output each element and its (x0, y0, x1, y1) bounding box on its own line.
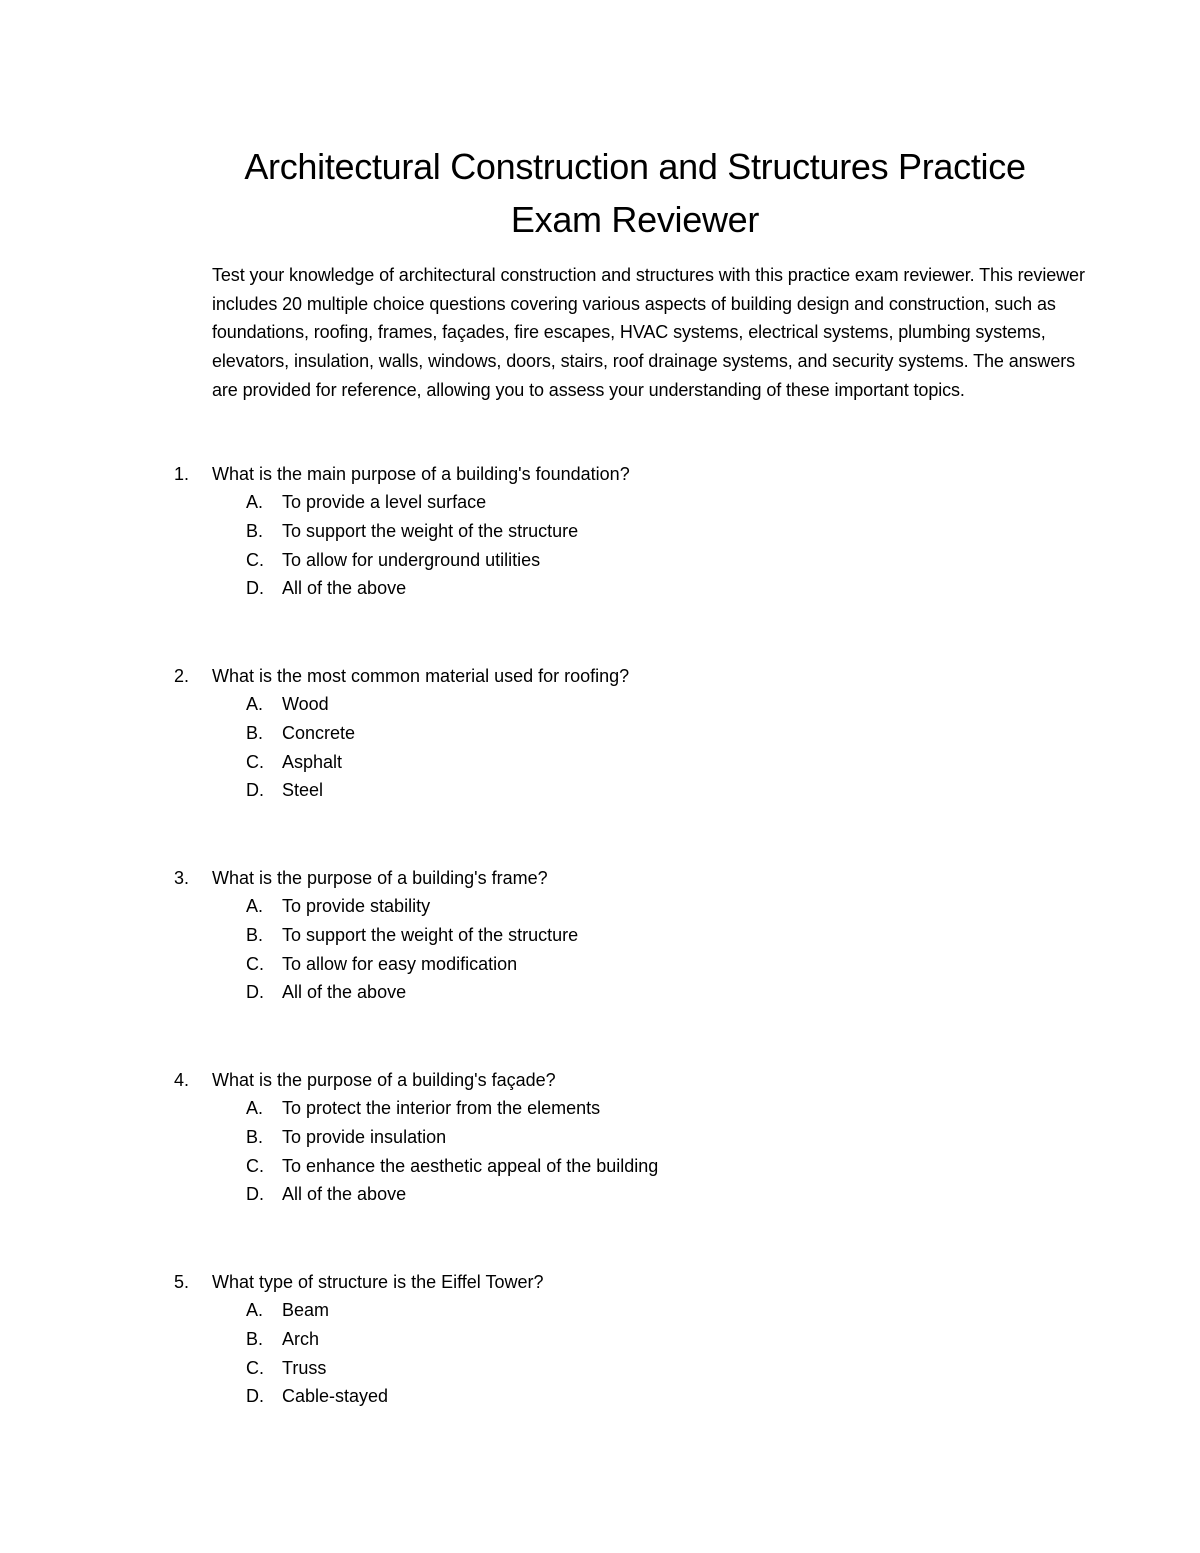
option-letter: D. (246, 982, 264, 1002)
option-text: To provide a level surface (282, 492, 487, 512)
option-text: Concrete (282, 723, 356, 743)
option-letter: D. (246, 578, 264, 598)
option-letter: B. (246, 925, 264, 945)
option-letter: C. (246, 550, 264, 570)
option-letter: A. (246, 492, 264, 512)
option-letter: B. (246, 723, 264, 743)
option-text: To enhance the aesthetic appeal of the building (282, 1156, 659, 1176)
question-number: 4. (174, 1070, 190, 1090)
option-text: To allow for easy modification (282, 954, 518, 974)
option-text: To provide stability (282, 896, 431, 916)
option-text: Steel (282, 780, 324, 800)
option-text: All of the above (282, 1184, 407, 1204)
question-number: 1. (174, 464, 190, 484)
option-text: To allow for underground utilities (282, 550, 541, 570)
option-letter: D. (246, 780, 264, 800)
question-text: What is the purpose of a building's frame? (212, 868, 548, 888)
intro-paragraph: Test your knowledge of architectural construction and structures with this practice exam reviewer. This reviewer includes 20 multiple choice questions covering various aspects of building design and construction, such as foundations, roofing, frames, façades, fire escapes, HVAC systems, electrical systems, plumbing systems, elevators, insulation, walls, windows, doors, stairs, roof drainage systems, and security systems. The answers are provided for reference, allowing you to assess your understanding of these important topics. (212, 265, 1085, 400)
option-text: Wood (282, 694, 329, 714)
option-letter: A. (246, 694, 264, 714)
option-letter: C. (246, 1358, 264, 1378)
option-text: All of the above (282, 578, 407, 598)
option-letter: C. (246, 954, 264, 974)
document-title-line-2: Exam Reviewer (510, 199, 760, 240)
option-letter: A. (246, 1300, 264, 1320)
option-letter: C. (246, 752, 264, 772)
option-letter: A. (246, 1098, 264, 1118)
option-letter: B. (246, 1329, 264, 1349)
option-text: Arch (282, 1329, 320, 1349)
option-text: Asphalt (282, 752, 343, 772)
question-number: 5. (174, 1272, 190, 1292)
question-number: 3. (174, 868, 190, 888)
question-text: What is the main purpose of a building's foundation? (212, 464, 630, 484)
option-letter: D. (246, 1386, 264, 1406)
option-letter: D. (246, 1184, 264, 1204)
question-number: 2. (174, 666, 190, 686)
option-text: To support the weight of the structure (282, 521, 579, 541)
option-letter: B. (246, 1127, 264, 1147)
document-title (180, 140, 1090, 246)
document-title-line-1: Architectural Construction and Structures Practice (244, 146, 1026, 187)
question-text: What is the most common material used for roofing? (212, 666, 630, 686)
option-text: Beam (282, 1300, 330, 1320)
option-letter: C. (246, 1156, 264, 1176)
question-text: What is the purpose of a building's façade? (212, 1070, 556, 1090)
question-text: What type of structure is the Eiffel Tower? (212, 1272, 544, 1292)
option-letter: B. (246, 521, 264, 541)
option-letter: A. (246, 896, 264, 916)
option-text: To protect the interior from the elements (282, 1098, 601, 1118)
option-text: Cable-stayed (282, 1386, 389, 1406)
option-text: All of the above (282, 982, 407, 1002)
option-text: Truss (282, 1358, 327, 1378)
option-text: To provide insulation (282, 1127, 447, 1147)
option-text: To support the weight of the structure (282, 925, 579, 945)
